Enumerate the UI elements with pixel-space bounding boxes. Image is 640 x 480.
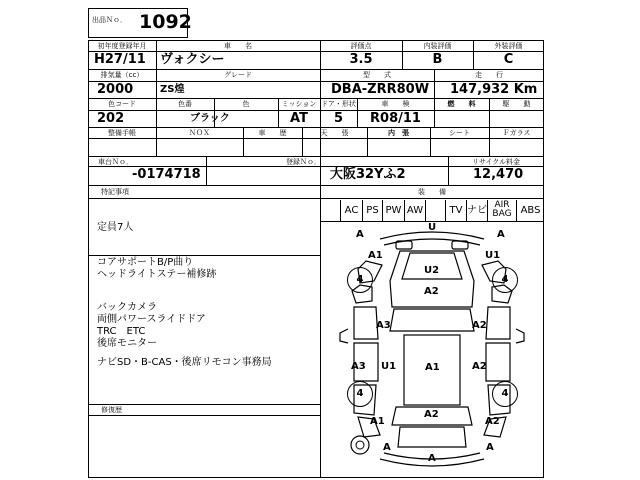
mark-a3-l: A3 xyxy=(376,320,391,331)
glass-label: Ｆガラス xyxy=(502,129,531,137)
equip-navi: ナビ xyxy=(466,200,487,221)
mark-a-bc: A xyxy=(428,453,436,464)
equipment-label: 装 備 xyxy=(418,188,446,196)
mark-a-bl: A xyxy=(383,442,391,453)
mark-u1-r: U1 xyxy=(485,250,501,261)
tire-fr: 4 xyxy=(492,267,518,293)
inspection-label: 車 検 xyxy=(381,100,410,108)
car-name-label: 車 名 xyxy=(224,42,252,50)
mark-a2-r: A2 xyxy=(472,320,487,331)
note-power-doors: 両側パワースライドドア xyxy=(97,314,206,325)
note-capacity: 定員7人 xyxy=(97,222,134,233)
displacement-value: 2000 xyxy=(97,82,134,97)
color-label: 色 xyxy=(242,100,250,108)
drive-label: 駆 動 xyxy=(502,100,531,108)
score-value: 3.5 xyxy=(349,52,373,67)
equip-ac: AC xyxy=(340,200,362,221)
transmission-label: ミッション xyxy=(281,100,317,108)
exterior-label: 外装評価 xyxy=(494,42,523,50)
recycle-value: 12,470 xyxy=(473,167,524,182)
sunroof-label: 天 張 xyxy=(320,129,349,137)
note-trc-etc: TRC ETC xyxy=(97,326,146,337)
mark-a-tr: A xyxy=(497,229,505,240)
equip-blank xyxy=(425,200,445,221)
grade-value: ZS煌 xyxy=(160,84,185,95)
interior-label: 内装評価 xyxy=(423,42,452,50)
equip-aw: AW xyxy=(404,200,425,221)
note-back-camera: バックカメラ xyxy=(97,302,157,313)
note-headlight: ヘッドライトステー補修跡 xyxy=(97,269,217,280)
lot-label: 出品Ｎｏ． xyxy=(92,16,127,24)
registration-value: 大阪32Yふ2 xyxy=(330,167,406,182)
equip-tv: TV xyxy=(445,200,466,221)
mark-a1-bl: A1 xyxy=(370,416,385,427)
first-reg-label: 初年度登録年月 xyxy=(97,42,147,50)
registration-label: 登録Ｎｏ． xyxy=(286,158,321,166)
lot-number: 1092 xyxy=(139,11,192,33)
mark-a1-l: A1 xyxy=(368,250,383,261)
remarks-label: 特記事項 xyxy=(101,188,129,196)
grade-label: グレード xyxy=(224,71,252,79)
chassis-label: 車台Ｎｏ． xyxy=(98,158,133,166)
seat-label: シート xyxy=(449,129,470,137)
nox-label: ＮＯＸ xyxy=(189,129,210,137)
mark-a2-hood: A2 xyxy=(424,286,439,297)
doors-label: ドア・形状 xyxy=(321,100,356,108)
tire-rl: 4 xyxy=(347,381,373,407)
model-value: DBA-ZRR80W xyxy=(331,82,430,97)
doors-value: 5 xyxy=(333,111,344,126)
mark-a-br: A xyxy=(486,442,494,453)
equip-abs: ABS xyxy=(516,200,544,221)
recycle-label: リサイクル料金 xyxy=(471,158,521,166)
tire-fl: 4 xyxy=(347,267,373,293)
mark-a2-br: A2 xyxy=(485,416,500,427)
equip-airbag: AIR BAG xyxy=(487,200,516,221)
chassis-value: -0174718 xyxy=(132,167,201,182)
model-label: 型 式 xyxy=(363,71,391,79)
score-label: 評価点 xyxy=(350,42,372,50)
history-label: 車 歴 xyxy=(258,129,287,137)
note-core-support: コアサポートB/P曲り xyxy=(97,257,194,268)
mileage-value: 147,932 Km xyxy=(450,82,538,97)
mark-a-tl: A xyxy=(356,229,364,240)
car-name-value: ヴォクシー xyxy=(160,52,225,67)
car-diagram xyxy=(320,221,544,478)
repair-label: 修復歴 xyxy=(101,406,122,414)
mileage-label: 走 行 xyxy=(475,71,503,79)
first-reg-value: H27/11 xyxy=(94,52,146,67)
exterior-value: C xyxy=(503,52,514,67)
equip-pw: PW xyxy=(382,200,404,221)
interior-value: B xyxy=(432,52,443,67)
mark-a3-rl: A3 xyxy=(351,361,366,372)
mark-a2-trunk: A2 xyxy=(424,409,439,420)
color-code-label: 色コード xyxy=(108,100,136,108)
fuel-label: 燃 料 xyxy=(447,100,476,108)
manual-label: 整備手帳 xyxy=(108,129,136,137)
tire-rr: 4 xyxy=(492,381,518,407)
note-rear-monitor: 後席モニター xyxy=(97,338,157,349)
interior2-label: 内 張 xyxy=(388,129,409,137)
color-code-value: 202 xyxy=(97,111,125,126)
equip-ps: PS xyxy=(362,200,382,221)
mark-a1-roof: A1 xyxy=(425,362,440,373)
note-navi: ナビSD・B-CAS・後席リモコン事務局 xyxy=(97,357,272,368)
mark-u2-hood: U2 xyxy=(424,265,440,276)
mark-a2-rr: A2 xyxy=(472,361,487,372)
displacement-label: 排気量（cc） xyxy=(100,71,144,79)
transmission-value: AT xyxy=(290,111,308,126)
mark-u1-rl: U1 xyxy=(381,361,397,372)
color-no-label: 色番 xyxy=(178,100,192,108)
color-value: ブラック xyxy=(190,113,230,124)
inspection-value: R08/11 xyxy=(370,111,421,126)
mark-u-top: U xyxy=(428,222,437,233)
